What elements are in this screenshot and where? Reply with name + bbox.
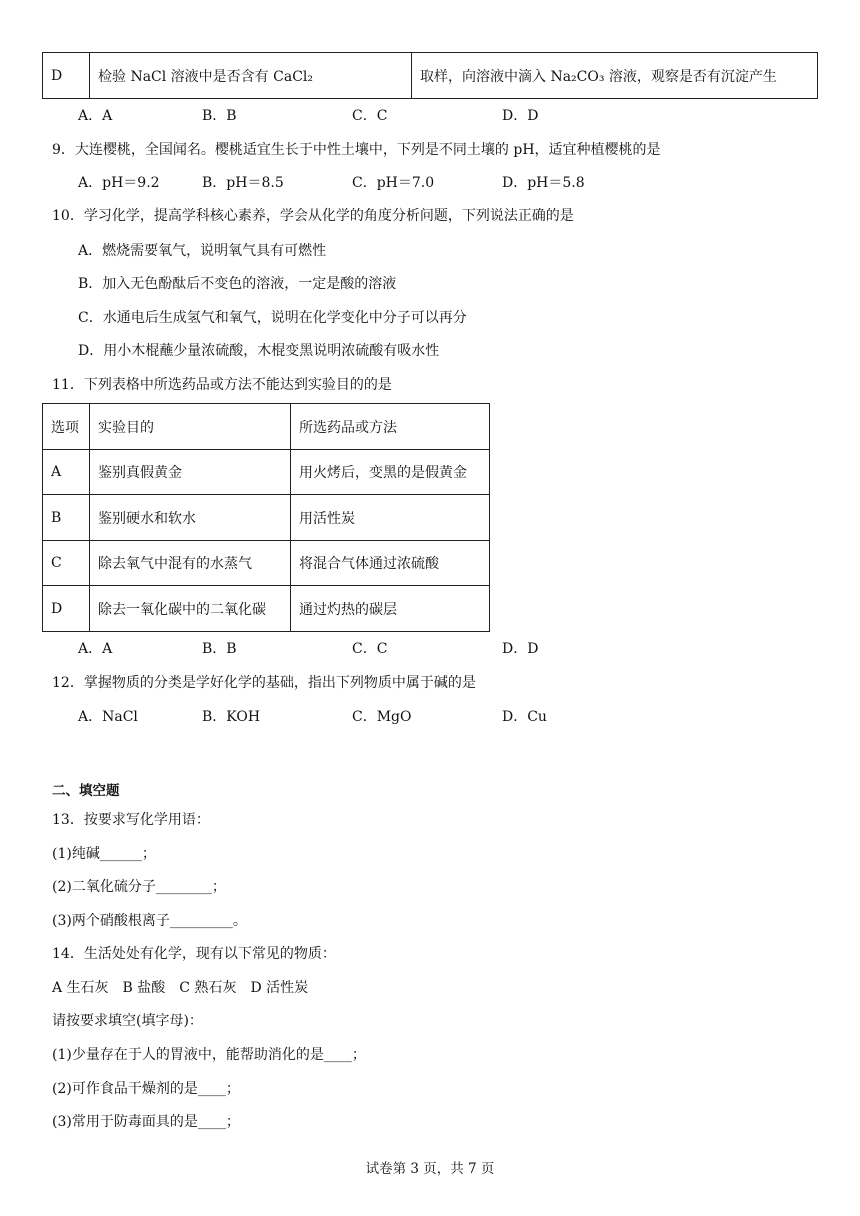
q14-stem: 14．生活处处有化学，现有以下常见的物质： (52, 946, 336, 962)
q13-item-3[interactable]: (3)两个硝酸根离子_________。 (52, 913, 247, 929)
q9-option-c[interactable]: C．pH＝7.0 (352, 175, 435, 191)
table-row (43, 586, 490, 632)
q12-option-b[interactable]: B．KOH (202, 709, 261, 725)
q10-option-b[interactable]: B．加入无色酚酞后不变色的溶液，一定是酸的溶液 (78, 276, 397, 292)
q11-row-d-option: D (43, 586, 90, 632)
q11-table-header (43, 404, 490, 450)
q8-method-cell: 取样，向溶液中滴入 Na₂CO₃ 溶液，观察是否有沉淀产生 (412, 53, 818, 99)
q14-item-1[interactable]: (1)少量存在于人的胃液中，能帮助消化的是____； (52, 1047, 366, 1063)
q14-item-3[interactable]: (3)常用于防毒面具的是____； (52, 1114, 240, 1130)
q11-row-c-purpose: 除去氧气中混有的水蒸气 (90, 541, 291, 586)
q11-stem: 11．下列表格中所选药品或方法不能达到实验目的的是 (52, 377, 392, 393)
q11-row-d-method: 通过灼热的碳层 (291, 586, 490, 632)
q10-stem: 10．学习化学，提高学科核心素养，学会从化学的角度分析问题，下列说法正确的是 (52, 208, 574, 224)
q11-row-b-method: 用活性炭 (291, 495, 490, 541)
q11-header-option: 选项 (43, 404, 90, 450)
q10-option-a[interactable]: A．燃烧需要氧气，说明氧气具有可燃性 (78, 243, 327, 259)
q9-option-b[interactable]: B．pH＝8.5 (202, 175, 284, 191)
q11-row-b-purpose: 鉴别硬水和软水 (90, 495, 291, 541)
q13-item-1[interactable]: (1)纯碱______； (52, 846, 156, 862)
q11-header-purpose: 实验目的 (90, 404, 291, 450)
q11-answer-c[interactable]: C．C (352, 641, 388, 657)
q10-option-d[interactable]: D．用小木棍蘸少量浓硫酸，木棍变黑说明浓硫酸有吸水性 (78, 343, 440, 359)
table-row (43, 495, 490, 541)
q10-option-c[interactable]: C．水通电后生成氢气和氧气，说明在化学变化中分子可以再分 (78, 310, 467, 326)
q13-item-2[interactable]: (2)二氧化硫分子________； (52, 879, 226, 895)
q8-answer-b[interactable]: B．B (202, 108, 237, 124)
page-footer: 试卷第 3 页，共 7 页 (365, 1161, 495, 1177)
q11-row-c-option: C (43, 541, 90, 586)
q11-row-b-option: B (43, 495, 90, 541)
q8-answer-d[interactable]: D．D (502, 108, 539, 124)
q12-option-d[interactable]: D．Cu (502, 709, 547, 725)
q11-row-a-purpose: 鉴别真假黄金 (90, 450, 291, 495)
q14-materials: A 生石灰 B 盐酸 C 熟石灰 D 活性炭 (52, 980, 309, 996)
q8-answer-a[interactable]: A．A (78, 108, 113, 124)
q9-option-a[interactable]: A．pH＝9.2 (78, 175, 160, 191)
q9-stem: 9．大连樱桃，全国闻名。樱桃适宜生长于中性土壤中，下列是不同土壤的 pH，适宜种植樱桃的是 (52, 142, 661, 158)
q11-table (42, 403, 490, 632)
q12-option-c[interactable]: C．MgO (352, 709, 412, 725)
q8-option-cell: D (43, 53, 90, 99)
q12-option-a[interactable]: A．NaCl (78, 709, 138, 725)
q9-option-d[interactable]: D．pH＝5.8 (502, 175, 585, 191)
section-heading-fill-in: 二、填空题 (52, 783, 120, 799)
q14-instruction: 请按要求填空(填字母)： (52, 1013, 203, 1029)
q8-answer-c[interactable]: C．C (352, 108, 388, 124)
q11-answer-d[interactable]: D．D (502, 641, 539, 657)
q11-row-d-purpose: 除去一氧化碳中的二氧化碳 (90, 586, 291, 632)
q11-row-a-method: 用火烤后，变黑的是假黄金 (291, 450, 490, 495)
q8-purpose-cell: 检验 NaCl 溶液中是否含有 CaCl₂ (90, 53, 412, 99)
q8-table-row-d (42, 52, 818, 99)
q11-row-a-option: A (43, 450, 90, 495)
q13-stem: 13．按要求写化学用语： (52, 812, 210, 828)
table-row (43, 541, 490, 586)
q14-item-2[interactable]: (2)可作食品干燥剂的是____； (52, 1081, 240, 1097)
q11-answer-b[interactable]: B．B (202, 641, 237, 657)
q11-answer-a[interactable]: A．A (78, 641, 113, 657)
q11-row-c-method: 将混合气体通过浓硫酸 (291, 541, 490, 586)
q12-stem: 12．掌握物质的分类是学好化学的基础，指出下列物质中属于碱的是 (52, 675, 476, 691)
q11-header-method: 所选药品或方法 (291, 404, 490, 450)
table-row (43, 450, 490, 495)
